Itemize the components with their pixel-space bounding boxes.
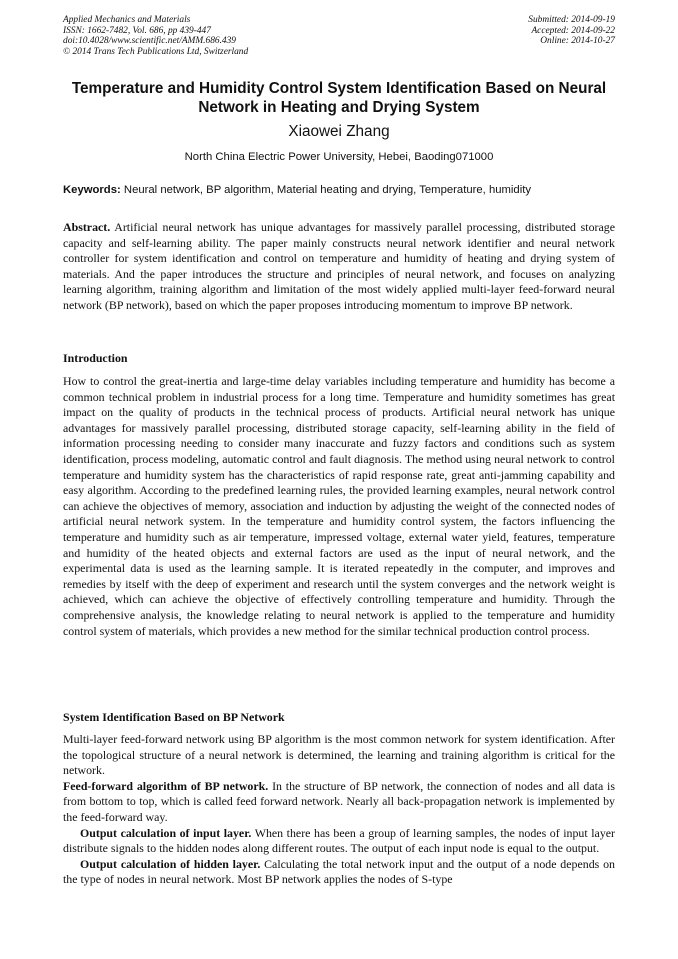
input-layer-label: Output calculation of input layer. xyxy=(80,825,252,840)
feed-forward-text: In the structure of BP network, the connection of nodes and all data is from bottom to top, which is called feed forward network. Nearly all back-propagation network is implemented by the feed-forward way. xyxy=(63,778,615,824)
paper-title: Temperature and Humidity Control System Identification Based on Neural Network in Heating and Drying System xyxy=(71,80,607,116)
journal-doi: doi:10.4028/www.scientific.net/AMM.686.439 xyxy=(63,36,236,47)
feed-forward-paragraph xyxy=(63,779,615,826)
journal-info xyxy=(63,15,248,57)
abstract-label: Abstract. xyxy=(63,220,111,234)
introduction-body xyxy=(63,374,615,639)
author-affiliation: North China Electric Power University, Hebei, Baoding071000 xyxy=(184,151,494,163)
hidden-layer-paragraph xyxy=(63,857,615,888)
system-identification-body xyxy=(63,732,615,888)
input-layer-text: When there has been a group of learning samples, the nodes of input layer distribute signals to the hidden nodes along different routes. The output of each input node is equal to the output. xyxy=(63,825,616,856)
online-date: Online: 2014-10-27 xyxy=(540,36,615,47)
system-identification-heading: System Identification Based on BP Network xyxy=(63,710,285,724)
abstract xyxy=(63,220,615,314)
keywords-line xyxy=(63,183,615,197)
keywords-text: Neural network, BP algorithm, Material heating and drying, Temperature, humidity xyxy=(123,184,532,196)
abstract-text: Artificial neural network has unique advantages for massively parallel processing, distributed storage capacity and self-learning ability. The paper mainly constructs neural network identifier and neural network controller for system identification and control on temperature and humidity of heating and drying system of materials. And the paper introduces the structure and principles of neural network, and focuses on analyzing learning algorithm, training algorithm and limitation of the most widely applied multi-layer feed-forward neural network (BP network), based on which the paper proposes introducing momentum to improve BP network. xyxy=(63,220,615,312)
hidden-layer-label: Output calculation of hidden layer. xyxy=(80,856,261,871)
introduction-text: How to control the great-inertia and large-time delay variables including temperature and humidity has become a common technical problem in industrial process for a long time. Temperature and humidity sometimes has great impact on the quality of products in the technical process of products. Artificial neural network has unique advantages for massively parallel processing, distributed storage capacity, self-learning ability in the field of information processing needing to consider many inaccurate and fuzzy factors and conditions such as system identification, process modeling, automatic control and fault diagnosis. The method using neural network to control temperature and humidity system has the characteristics of rapid response rate, great anti-jamming capability and easy algorithm. According to the predefined learning rules, the provided learning examples, neural network control can achieve the objectives of memory, association and induction by adjusting the weight of the connected nodes of artificial neural network system. In the temperature and humidity control system, the factors influencing the temperature and humidity such as air temperature, impressed voltage, external water yield, features, temperature and humidity of the heated objects and external factors are used as the input of neural network, and the experimental data is used as the learning sample. It is iterated repeatedly in the computer, and improves and remedies by itself with the deep of experiment and research until the system converges and the network weight is achieved, which can achieve the objective of effectively controlling temperature and humidity. Through the comprehensive analysis, the knowledge relating to neural network is applied to the temperature and humidity control system of materials, which provides a new method for the similar technical production control process. xyxy=(63,374,615,638)
sysid-paragraph: Multi-layer feed-forward network using BP algorithm is the most common network for system identification. After the topological structure of a neural network is determined, the learning and training algorithm is critical for the network. xyxy=(63,732,615,778)
keywords-label: Keywords: xyxy=(63,184,121,196)
journal-name: Applied Mechanics and Materials xyxy=(63,15,191,25)
input-layer-paragraph xyxy=(63,826,615,857)
journal-copyright: © 2014 Trans Tech Publications Ltd, Switzerland xyxy=(63,46,249,57)
submitted-date: Submitted: 2014-09-19 xyxy=(528,15,615,25)
hidden-layer-text: Calculating the total network input and the output of a node depends on the type of nodes in neural network. Most BP network applies the nodes of S-type xyxy=(63,856,615,887)
introduction-heading: Introduction xyxy=(63,351,128,365)
submission-dates xyxy=(528,15,615,47)
author-name: Xiaowei Zhang xyxy=(288,123,390,140)
accepted-date: Accepted: 2014-09-22 xyxy=(531,25,615,36)
journal-issn: ISSN: 1662-7482, Vol. 686, pp 439-447 xyxy=(63,25,211,36)
feed-forward-label: Feed-forward algorithm of BP network. xyxy=(63,778,269,793)
